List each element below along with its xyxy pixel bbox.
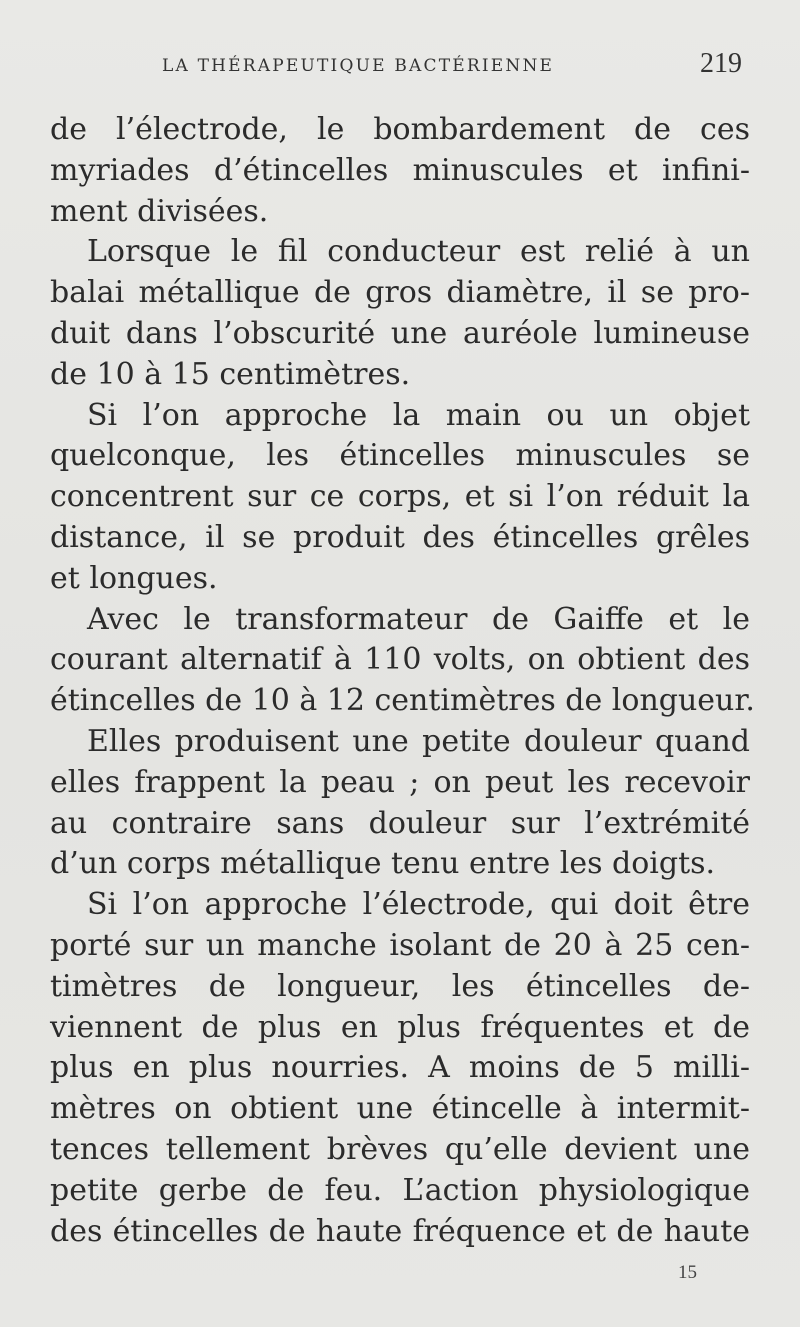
text-line: de 10 à 15 centimètres. xyxy=(50,356,411,392)
text-line: plus en plus nourries. A moins de 5 milli- xyxy=(50,1050,750,1086)
text-line: elles frappent la peau ; on peut les recevoir xyxy=(50,764,750,800)
text-line: timètres de longueur, les étincelles de- xyxy=(50,968,750,1004)
text-line: Si l’on approche la main ou un objet xyxy=(87,397,750,433)
text-line: distance, il se produit des étincelles grêles xyxy=(50,519,750,555)
text-line: concentrent sur ce corps, et si l’on réduit la xyxy=(50,479,750,515)
text-line: porté sur un manche isolant de 20 à 25 cen- xyxy=(50,927,750,963)
text-line: tences tellement brèves qu’elle devient une xyxy=(50,1131,750,1167)
running-title: LA THÉRAPEUTIQUE BACTÉRIENNE xyxy=(162,56,555,76)
text-line: au contraire sans douleur sur l’extrémité xyxy=(50,805,750,841)
signature-mark: 15 xyxy=(678,1262,697,1283)
text-line: balai métallique de gros diamètre, il se pro- xyxy=(50,275,750,311)
text-line: Si l’on approche l’électrode, qui doit être xyxy=(87,887,750,923)
text-line: mètres on obtient une étincelle à intermit- xyxy=(50,1091,750,1127)
text-line: ment divisées. xyxy=(50,193,269,229)
text-line: Avec le transformateur de Gaiffe et le xyxy=(87,601,750,637)
text-line: Elles produisent une petite douleur quand xyxy=(87,723,750,759)
text-line: Lorsque le fil conducteur est relié à un xyxy=(87,234,750,270)
text-line: de l’électrode, le bombardement de ces xyxy=(50,112,750,147)
text-line: des étincelles de haute fréquence et de haute xyxy=(50,1213,750,1249)
text-line: myriades d’étincelles minuscules et infini- xyxy=(50,152,750,188)
text-line: et longues. xyxy=(50,560,218,596)
text-line: viennent de plus en plus fréquentes et de xyxy=(50,1009,750,1045)
page-number: 219 xyxy=(700,48,742,79)
text-line: étincelles de 10 à 12 centimètres de longueur. xyxy=(50,683,755,719)
text-line: petite gerbe de feu. L’action physiologique xyxy=(50,1172,750,1208)
running-head xyxy=(50,48,750,88)
body-text xyxy=(50,110,755,1252)
text-line: duit dans l’obscurité une auréole lumineuse xyxy=(50,315,750,351)
text-line: d’un corps métallique tenu entre les doigts. xyxy=(50,846,716,882)
text-line: quelconque, les étincelles minuscules se xyxy=(50,438,750,474)
text-line: courant alternatif à 110 volts, on obtient des xyxy=(50,642,750,678)
